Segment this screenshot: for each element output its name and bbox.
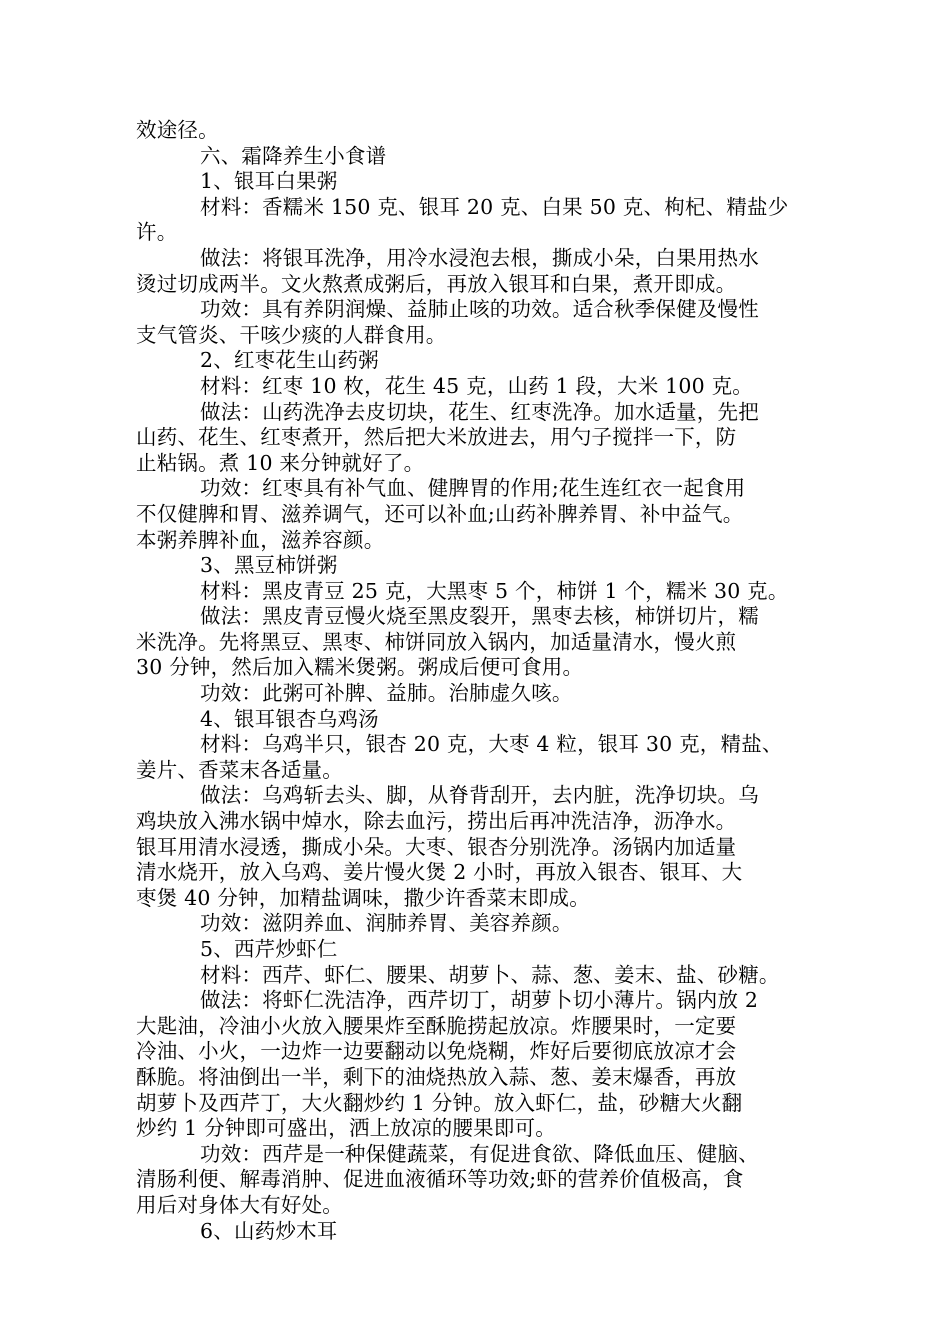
text-line: 山药、花生、红枣煮开，然后把大米放进去，用勺子搅拌一下，防	[136, 425, 737, 450]
text-line: 4、银耳银杏乌鸡汤	[200, 706, 379, 731]
text-line: 六、霜降养生小食谱	[200, 143, 387, 168]
text-line: 清肠利便、解毒消肿、促进血液循环等功效;虾的营养价值极高，食	[136, 1167, 744, 1192]
text-line: 炒约 1 分钟即可盛出，洒上放凉的腰果即可。	[136, 1116, 556, 1141]
text-line: 功效：滋阴养血、润肺养胃、美容养颜。	[200, 911, 573, 936]
text-line: 3、黑豆柿饼粥	[200, 553, 338, 578]
text-line: 效途径。	[136, 118, 219, 142]
text-line: 用后对身体大有好处。	[136, 1192, 343, 1217]
text-line: 米洗净。先将黑豆、黑枣、柿饼同放入锅内，加适量清水，慢火煎	[136, 629, 737, 654]
text-line: 银耳用清水浸透，撕成小朵。大枣、银杏分别洗净。汤锅内加适量	[136, 834, 737, 859]
text-line: 姜片、香菜末各适量。	[136, 757, 343, 782]
text-line: 支气管炎、干咳少痰的人群食用。	[136, 322, 447, 347]
text-line: 功效：红枣具有补气血、健脾胃的作用;花生连红衣一起食用	[200, 476, 746, 501]
text-line: 1、银耳白果粥	[200, 169, 338, 194]
text-line: 许。	[136, 220, 178, 245]
text-line: 功效：具有养阴润燥、益肺止咳的功效。适合秋季保健及慢性	[200, 297, 759, 322]
text-line: 鸡块放入沸水锅中焯水，除去血污，捞出后再冲洗洁净，沥净水。	[136, 809, 737, 834]
document-page	[136, 118, 816, 1244]
text-line: 材料：香糯米 150 克、银耳 20 克、白果 50 克、枸杞、精盐少	[200, 194, 789, 219]
text-line: 做法：将虾仁洗洁净，西芹切丁，胡萝卜切小薄片。锅内放 2	[200, 988, 759, 1013]
text-line: 不仅健脾和胃、滋养调气，还可以补血;山药补脾养胃、补中益气。	[136, 501, 744, 526]
text-line: 材料：西芹、虾仁、腰果、胡萝卜、蒜、葱、姜末、盐、砂糖。	[200, 962, 780, 987]
text-line: 烫过切成两半。文火熬煮成粥后，再放入银耳和白果，煮开即成。	[136, 271, 737, 296]
text-line: 本粥养脾补血，滋养容颜。	[136, 527, 385, 552]
text-line: 枣煲 40 分钟，加精盐调味，撒少许香菜末即成。	[136, 885, 590, 910]
text-line: 做法：将银耳洗净，用冷水浸泡去根，撕成小朵，白果用热水	[200, 245, 759, 270]
text-line: 止粘锅。煮 10 来分钟就好了。	[136, 450, 425, 475]
text-line: 材料：黑皮青豆 25 克，大黑枣 5 个，柿饼 1 个，糯米 30 克。	[200, 578, 789, 603]
text-line: 胡萝卜及西芹丁，大火翻炒约 1 分钟。放入虾仁，盐，砂糖大火翻	[136, 1090, 743, 1115]
text-line: 酥脆。将油倒出一半，剩下的油烧热放入蒜、葱、姜末爆香，再放	[136, 1064, 737, 1089]
text-line: 冷油、小火，一边炸一边要翻动以免烧糊，炸好后要彻底放凉才会	[136, 1039, 737, 1064]
text-line: 做法：黑皮青豆慢火烧至黑皮裂开，黑枣去核，柿饼切片，糯	[200, 604, 759, 629]
text-line: 大匙油，冷油小火放入腰果炸至酥脆捞起放凉。炸腰果时，一定要	[136, 1013, 737, 1038]
text-line: 30 分钟，然后加入糯米煲粥。粥成后便可食用。	[136, 655, 584, 680]
text-line: 功效：西芹是一种保健蔬菜，有促进食欲、降低血压、健脑、	[200, 1141, 759, 1166]
text-line: 2、红枣花生山药粥	[200, 348, 379, 373]
text-line: 5、西芹炒虾仁	[200, 937, 338, 961]
text-line: 材料：乌鸡半只，银杏 20 克，大枣 4 粒，银耳 30 克，精盐、	[200, 732, 783, 757]
text-line: 清水烧开，放入乌鸡、姜片慢火煲 2 小时，再放入银杏、银耳、大	[136, 860, 743, 885]
text-line: 功效：此粥可补脾、益肺。治肺虚久咳。	[200, 681, 573, 706]
text-line: 6、山药炒木耳	[200, 1218, 338, 1243]
text-line: 做法：山药洗净去皮切块，花生、红枣洗净。加水适量，先把	[200, 399, 759, 424]
text-line: 做法：乌鸡斩去头、脚，从脊背刮开，去内脏，洗净切块。乌	[200, 783, 759, 808]
text-line: 材料：红枣 10 枚，花生 45 克，山药 1 段，大米 100 克。	[200, 373, 753, 398]
